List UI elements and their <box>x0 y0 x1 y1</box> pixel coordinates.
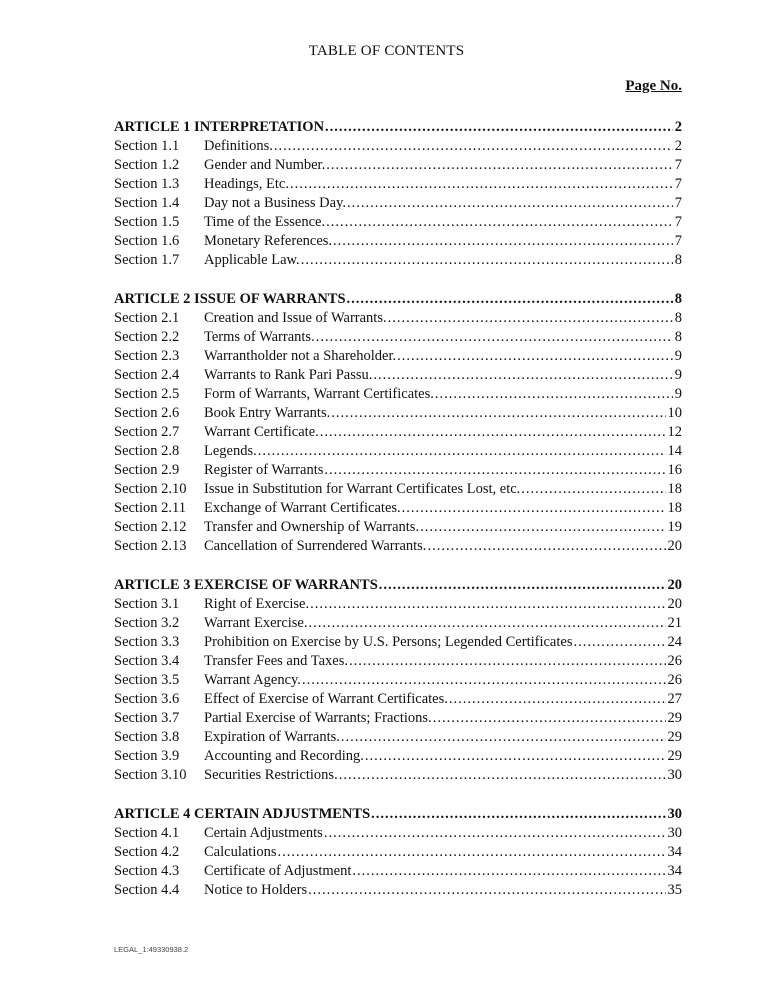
dot-leader <box>402 499 666 518</box>
section-number: Section 3.10 <box>114 767 187 783</box>
section-title: Accounting and Recording. <box>204 748 364 764</box>
section-number: Section 2.2 <box>114 329 180 345</box>
dot-leader <box>302 671 666 690</box>
article-title: ARTICLE 1 INTERPRETATION <box>114 119 325 135</box>
dot-leader <box>435 385 673 404</box>
article-heading-row <box>114 290 682 309</box>
toc-entry-row <box>114 156 682 175</box>
dot-leader <box>341 728 666 747</box>
page-number: 8 <box>674 329 682 345</box>
dot-leader <box>365 747 666 766</box>
toc-entry-row <box>114 137 682 156</box>
section-title: Notice to Holders <box>204 882 308 898</box>
dot-leader <box>316 328 673 347</box>
section-title: Time of the Essence. <box>204 214 326 230</box>
section-title: Book Entry Warrants. <box>204 405 331 421</box>
page-number: 10 <box>667 405 682 421</box>
page-number: 29 <box>667 729 682 745</box>
section-title: Creation and Issue of Warrants. <box>204 310 387 326</box>
dot-leader <box>420 518 665 537</box>
page-number: 18 <box>667 500 682 516</box>
section-number: Section 3.3 <box>114 634 180 650</box>
page-number: 8 <box>674 291 682 307</box>
section-title: Cancellation of Surrendered Warrants. <box>204 538 427 554</box>
toc-entry-row <box>114 881 682 900</box>
page-number: 2 <box>674 138 682 154</box>
dot-leader <box>427 537 665 556</box>
section-title: Legends. <box>204 443 257 459</box>
section-title: Warrant Certificate. <box>204 424 319 440</box>
section-number: Section 1.6 <box>114 233 180 249</box>
dot-leader <box>301 251 673 270</box>
section-number: Section 1.2 <box>114 157 180 173</box>
toc-entry-row <box>114 251 682 270</box>
section-title: Monetary References. <box>204 233 333 249</box>
article-title: ARTICLE 3 EXERCISE OF WARRANTS <box>114 577 378 593</box>
toc-entry-row <box>114 213 682 232</box>
toc-entry-row <box>114 690 682 709</box>
page-number: 8 <box>674 310 682 326</box>
section-number: Section 3.2 <box>114 615 180 631</box>
toc-entry-row <box>114 385 682 404</box>
section-number: Section 2.5 <box>114 386 180 402</box>
dot-leader <box>388 309 673 328</box>
section-number: Section 2.8 <box>114 443 180 459</box>
toc-entry-row <box>114 862 682 881</box>
table-of-contents <box>114 118 682 920</box>
document-title: TABLE OF CONTENTS <box>308 43 465 59</box>
dot-leader <box>433 709 666 728</box>
article-heading-row <box>114 576 682 595</box>
page-number: 2 <box>674 119 682 135</box>
section-number: Section 2.4 <box>114 367 180 383</box>
section-number: Section 1.5 <box>114 214 180 230</box>
section-title: Prohibition on Exercise by U.S. Persons; Legended Certificates <box>204 634 573 650</box>
page-number: 9 <box>674 367 682 383</box>
article-block <box>114 290 682 556</box>
toc-entry-row <box>114 309 682 328</box>
section-title: Warrants to Rank Pari Passu. <box>204 367 373 383</box>
page-number: 20 <box>667 577 682 593</box>
page-number-column-header: Page No. <box>625 78 682 94</box>
dot-leader <box>373 366 672 385</box>
section-title: Effect of Exercise of Warrant Certificates. <box>204 691 448 707</box>
dot-leader <box>347 194 673 213</box>
section-number: Section 1.1 <box>114 138 180 154</box>
section-number: Section 1.4 <box>114 195 180 211</box>
dot-leader <box>258 442 666 461</box>
dot-leader <box>326 213 673 232</box>
section-title: Transfer Fees and Taxes. <box>204 653 348 669</box>
section-title: Partial Exercise of Warrants; Fractions. <box>204 710 432 726</box>
toc-entry-row <box>114 175 682 194</box>
toc-entry-row <box>114 442 682 461</box>
section-number: Section 2.13 <box>114 538 187 554</box>
page-number: 16 <box>667 462 682 478</box>
toc-entry-row <box>114 843 682 862</box>
section-title: Warrant Exercise. <box>204 615 308 631</box>
section-title: Day not a Business Day. <box>204 195 347 211</box>
dot-leader <box>347 290 673 309</box>
section-number: Section 2.10 <box>114 481 187 497</box>
page-number: 30 <box>667 806 682 822</box>
toc-entry-row <box>114 366 682 385</box>
toc-entry-row <box>114 404 682 423</box>
page-number: 29 <box>667 710 682 726</box>
dot-leader <box>278 843 666 862</box>
page-number: 35 <box>667 882 682 898</box>
document-footer-id: LEGAL_1:49330938.2 <box>114 945 189 954</box>
toc-entry-row <box>114 766 682 785</box>
toc-entry-row <box>114 671 682 690</box>
dot-leader <box>325 118 673 137</box>
toc-entry-row <box>114 709 682 728</box>
page-number: 27 <box>667 691 682 707</box>
toc-entry-row <box>114 480 682 499</box>
section-title: Certain Adjustments <box>204 825 323 841</box>
dot-leader <box>397 347 673 366</box>
section-title: Definitions. <box>204 138 273 154</box>
section-number: Section 3.1 <box>114 596 180 612</box>
dot-leader <box>352 862 665 881</box>
page-number: 9 <box>674 386 682 402</box>
dot-leader <box>331 404 665 423</box>
section-title: Applicable Law. <box>204 252 300 268</box>
section-title: Gender and Number. <box>204 157 326 173</box>
page-number: 8 <box>674 252 682 268</box>
toc-entry-row <box>114 747 682 766</box>
page-number: 7 <box>674 157 682 173</box>
dot-leader <box>310 595 665 614</box>
dot-leader <box>521 480 665 499</box>
page-number: 7 <box>674 176 682 192</box>
section-number: Section 1.7 <box>114 252 180 268</box>
section-number: Section 4.4 <box>114 882 180 898</box>
toc-entry-row <box>114 461 682 480</box>
dot-leader <box>308 881 665 900</box>
article-heading-row <box>114 805 682 824</box>
section-number: Section 2.9 <box>114 462 180 478</box>
page-number: 12 <box>667 424 682 440</box>
dot-leader <box>573 633 665 652</box>
page-number: 14 <box>667 443 682 459</box>
section-number: Section 2.3 <box>114 348 180 364</box>
section-number: Section 2.11 <box>114 500 186 516</box>
dot-leader <box>371 805 665 824</box>
toc-entry-row <box>114 232 682 251</box>
section-number: Section 4.2 <box>114 844 180 860</box>
section-number: Section 3.6 <box>114 691 180 707</box>
toc-entry-row <box>114 423 682 442</box>
toc-entry-row <box>114 824 682 843</box>
toc-entry-row <box>114 728 682 747</box>
section-title: Headings, Etc. <box>204 176 289 192</box>
section-title: Register of Warrants <box>204 462 324 478</box>
dot-leader <box>349 652 666 671</box>
toc-entry-row <box>114 518 682 537</box>
section-title: Warrantholder not a Shareholder. <box>204 348 397 364</box>
section-number: Section 4.1 <box>114 825 180 841</box>
dot-leader <box>274 137 673 156</box>
dot-leader <box>333 232 673 251</box>
section-number: Section 3.7 <box>114 710 180 726</box>
page-number: 18 <box>667 481 682 497</box>
page-number: 7 <box>674 233 682 249</box>
section-title: Calculations <box>204 844 277 860</box>
toc-entry-row <box>114 614 682 633</box>
article-heading-row <box>114 118 682 137</box>
section-title: Securities Restrictions. <box>204 767 338 783</box>
section-title: Exchange of Warrant Certificates. <box>204 500 401 516</box>
section-title: Expiration of Warrants. <box>204 729 340 745</box>
section-title: Issue in Substitution for Warrant Certificates Lost, etc. <box>204 481 521 497</box>
dot-leader <box>326 156 673 175</box>
page-number: 21 <box>667 615 682 631</box>
toc-entry-row <box>114 595 682 614</box>
article-block <box>114 118 682 270</box>
dot-leader <box>449 690 666 709</box>
toc-entry-row <box>114 652 682 671</box>
toc-entry-row <box>114 194 682 213</box>
page-number: 26 <box>667 653 682 669</box>
section-title: Certificate of Adjustment <box>204 863 352 879</box>
section-title: Warrant Agency. <box>204 672 301 688</box>
dot-leader <box>320 423 666 442</box>
section-number: Section 4.3 <box>114 863 180 879</box>
section-title: Terms of Warrants. <box>204 329 315 345</box>
toc-entry-row <box>114 347 682 366</box>
section-number: Section 2.12 <box>114 519 187 535</box>
dot-leader <box>379 576 666 595</box>
article-title: ARTICLE 4 CERTAIN ADJUSTMENTS <box>114 806 371 822</box>
page-number: 29 <box>667 748 682 764</box>
section-number: Section 2.7 <box>114 424 180 440</box>
toc-entry-row <box>114 633 682 652</box>
dot-leader <box>290 175 673 194</box>
page-number: 7 <box>674 214 682 230</box>
dot-leader <box>309 614 666 633</box>
page-number: 7 <box>674 195 682 211</box>
article-block <box>114 805 682 900</box>
page-number: 20 <box>667 596 682 612</box>
article-title: ARTICLE 2 ISSUE OF WARRANTS <box>114 291 346 307</box>
section-number: Section 3.5 <box>114 672 180 688</box>
toc-entry-row <box>114 328 682 347</box>
page-number: 20 <box>667 538 682 554</box>
dot-leader <box>324 461 665 480</box>
page-number: 9 <box>674 348 682 364</box>
section-number: Section 3.4 <box>114 653 180 669</box>
dot-leader <box>339 766 666 785</box>
section-number: Section 3.9 <box>114 748 180 764</box>
page-number: 24 <box>667 634 682 650</box>
page-number: 34 <box>667 844 682 860</box>
page-number: 19 <box>667 519 682 535</box>
page-number: 34 <box>667 863 682 879</box>
section-number: Section 2.1 <box>114 310 180 326</box>
article-block <box>114 576 682 785</box>
section-title: Form of Warrants, Warrant Certificates. <box>204 386 434 402</box>
page-number: 26 <box>667 672 682 688</box>
dot-leader <box>324 824 666 843</box>
page-number: 30 <box>667 825 682 841</box>
toc-entry-row <box>114 537 682 556</box>
section-number: Section 2.6 <box>114 405 180 421</box>
section-number: Section 3.8 <box>114 729 180 745</box>
section-title: Right of Exercise. <box>204 596 310 612</box>
toc-entry-row <box>114 499 682 518</box>
section-number: Section 1.3 <box>114 176 180 192</box>
page-number: 30 <box>667 767 682 783</box>
section-title: Transfer and Ownership of Warrants. <box>204 519 420 535</box>
